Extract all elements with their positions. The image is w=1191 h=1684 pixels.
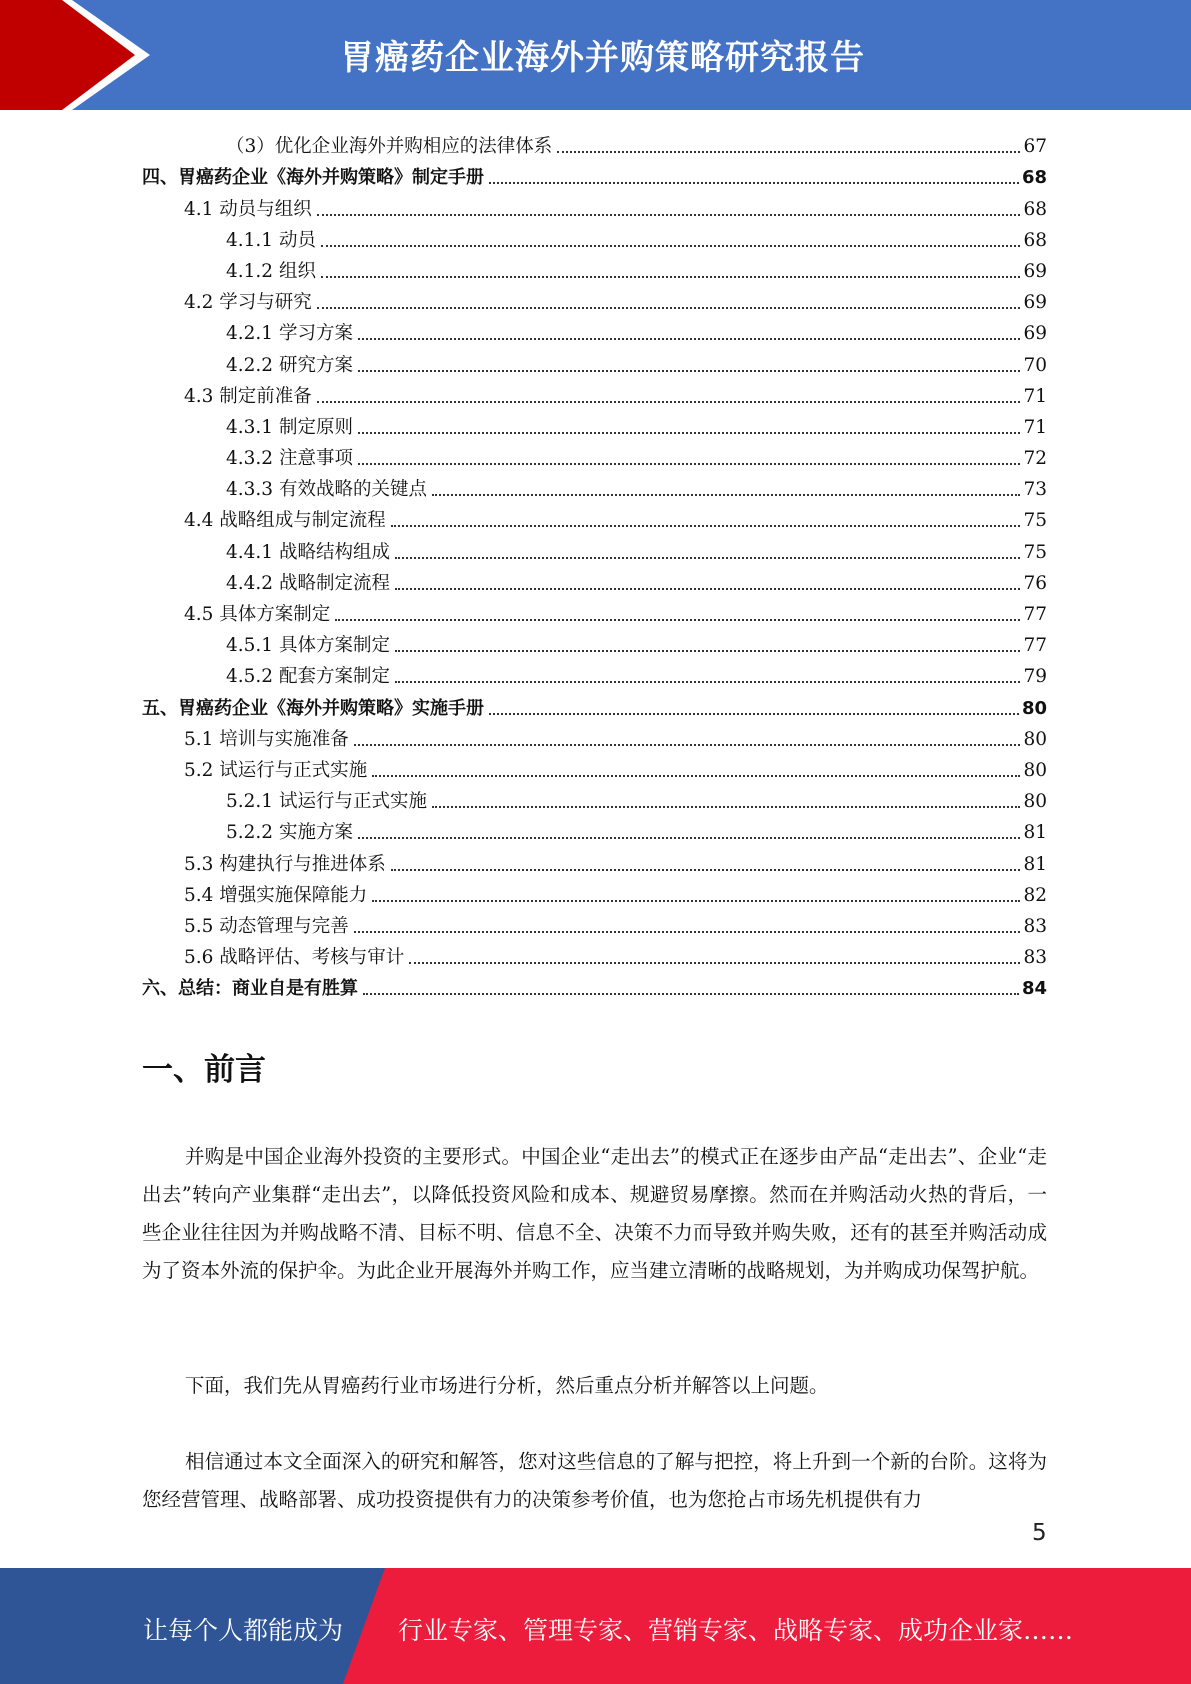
toc-entry-page: 81 <box>1023 822 1047 844</box>
toc-entry-page: 83 <box>1023 915 1047 937</box>
toc-entry[interactable] <box>142 190 1047 221</box>
toc-entry[interactable] <box>142 128 1047 159</box>
toc-dot-leader <box>363 993 1019 995</box>
toc-entry[interactable] <box>142 565 1047 596</box>
toc-dot-leader <box>358 370 1021 372</box>
page-header <box>0 0 1191 110</box>
toc-dot-leader <box>321 276 1021 278</box>
toc-dot-leader <box>317 307 1021 309</box>
toc-entry-page: 69 <box>1023 260 1047 282</box>
toc-entry-page: 68 <box>1023 198 1047 220</box>
toc-entry-page: 81 <box>1023 853 1047 875</box>
toc-entry[interactable] <box>142 658 1047 689</box>
toc-entry-page: 83 <box>1023 947 1047 969</box>
toc-dot-leader <box>432 806 1020 808</box>
toc-dot-leader <box>358 463 1021 465</box>
toc-entry-title: 5.2 试运行与正式实施 <box>184 759 368 781</box>
toc-entry-title: 4.3.1 制定原则 <box>226 416 353 438</box>
toc-entry[interactable] <box>142 253 1047 284</box>
toc-entry-title: 四、胃癌药企业《海外并购策略》制定手册 <box>142 167 484 189</box>
toc-dot-leader <box>395 588 1020 590</box>
toc-entry[interactable] <box>142 440 1047 471</box>
toc-entry[interactable] <box>142 284 1047 315</box>
toc-entry-title: 5.2.1 试运行与正式实施 <box>226 791 427 813</box>
toc-entry-page: 80 <box>1023 791 1047 813</box>
toc-dot-leader <box>395 681 1020 683</box>
toc-dot-leader <box>317 401 1021 403</box>
toc-entry[interactable] <box>142 409 1047 440</box>
toc-entry-title: 4.5 具体方案制定 <box>184 604 331 625</box>
toc-entry-title: 4.5.2 配套方案制定 <box>226 666 390 688</box>
toc-dot-leader <box>432 494 1020 496</box>
toc-entry-page: 82 <box>1023 884 1047 906</box>
toc-dot-leader <box>391 525 1021 527</box>
toc-entry[interactable] <box>142 970 1047 1001</box>
toc-entry-title: 4.3.2 注意事项 <box>226 448 353 470</box>
page-footer <box>0 1568 1191 1684</box>
toc-entry[interactable] <box>142 222 1047 253</box>
toc-dot-leader <box>391 869 1021 871</box>
toc-dot-leader <box>358 432 1021 434</box>
toc-entry-page: 70 <box>1023 354 1047 376</box>
toc-dot-leader <box>358 338 1021 340</box>
toc-dot-leader <box>354 931 1021 933</box>
toc-entry-title: 4.3 制定前准备 <box>184 385 312 407</box>
toc-dot-leader <box>321 245 1021 247</box>
toc-entry-page: 72 <box>1023 448 1047 470</box>
toc-entry[interactable] <box>142 845 1047 876</box>
toc-entry-page: 75 <box>1023 541 1047 563</box>
toc-entry[interactable] <box>142 752 1047 783</box>
toc-dot-leader <box>354 744 1021 746</box>
section-title: 一、前言 <box>142 1052 266 1088</box>
toc-entry-title: 4.1.2 组织 <box>226 260 316 282</box>
toc-entry[interactable] <box>142 533 1047 564</box>
toc-entry-title: 4.4 战略组成与制定流程 <box>184 510 386 532</box>
toc-entry-page: 77 <box>1023 604 1047 625</box>
toc-entry-page: 68 <box>1021 167 1047 189</box>
toc-entry-page: 84 <box>1021 978 1047 1000</box>
toc-entry-title: （3）优化企业海外并购相应的法律体系 <box>226 136 553 158</box>
toc-entry-title: 4.2.2 研究方案 <box>226 354 353 376</box>
toc-entry-title: 五、胃癌药企业《海外并购策略》实施手册 <box>142 697 484 719</box>
toc-entry-page: 68 <box>1023 229 1047 251</box>
toc-entry-page: 76 <box>1023 572 1047 594</box>
toc-entry[interactable] <box>142 471 1047 502</box>
toc-entry[interactable] <box>142 627 1047 658</box>
toc-entry-title: 4.3.3 有效战略的关键点 <box>226 479 427 501</box>
toc-entry[interactable] <box>142 814 1047 845</box>
toc-entry[interactable] <box>142 689 1047 720</box>
toc-entry-title: 六、总结：商业自是有胜算 <box>142 978 358 1000</box>
toc-entry-page: 80 <box>1023 759 1047 781</box>
toc-entry-page: 80 <box>1021 697 1047 719</box>
toc-entry-page: 67 <box>1023 136 1047 158</box>
toc-dot-leader <box>372 775 1020 777</box>
toc-entry-page: 75 <box>1023 510 1047 532</box>
header-title: 胃癌药企业海外并购策略研究报告 <box>340 38 865 78</box>
toc-entry-title: 4.2.1 学习方案 <box>226 323 353 345</box>
toc-entry[interactable] <box>142 939 1047 970</box>
body-paragraph: 下面，我们先从胃癌药行业市场进行分析，然后重点分析并解答以上问题。 <box>185 1374 829 1397</box>
toc-entry[interactable] <box>142 908 1047 939</box>
page-number: 5 <box>1032 1520 1047 1546</box>
toc-entry-page: 69 <box>1023 292 1047 314</box>
toc-entry-title: 5.2.2 实施方案 <box>226 822 353 844</box>
toc-entry-page: 71 <box>1023 385 1047 407</box>
toc-entry-title: 5.3 构建执行与推进体系 <box>184 853 386 875</box>
toc-entry[interactable] <box>142 783 1047 814</box>
toc-entry-title: 4.4.2 战略制定流程 <box>226 572 390 594</box>
toc-entry-title: 4.2 学习与研究 <box>184 292 312 314</box>
toc-entry[interactable] <box>142 315 1047 346</box>
toc-entry-title: 4.1.1 动员 <box>226 229 316 251</box>
toc-dot-leader <box>372 900 1020 902</box>
toc-entry[interactable] <box>142 346 1047 377</box>
toc-entry-page: 69 <box>1023 323 1047 345</box>
body-paragraph: 相信通过本文全面深入的研究和解答，您对这些信息的了解与把控，将上升到一个新的台阶。这将为您经营管理、战略部署、成功投资提供有力的决策参考价值，也为您抢占市场先机提供有力 <box>142 1450 1047 1511</box>
toc-dot-leader <box>409 962 1020 964</box>
toc-entry-title: 5.4 增强实施保障能力 <box>184 884 368 906</box>
toc-entry[interactable] <box>142 596 1047 627</box>
footer-slogan-left: 让每个人都能成为 <box>143 1616 344 1645</box>
toc-dot-leader <box>335 619 1020 621</box>
toc-entry[interactable] <box>142 378 1047 409</box>
toc-entry-title: 5.5 动态管理与完善 <box>184 915 349 937</box>
toc-entry-page: 79 <box>1023 666 1047 688</box>
toc-entry-page: 73 <box>1023 479 1047 501</box>
toc-entry-page: 71 <box>1023 416 1047 438</box>
body-paragraph: 并购是中国企业海外投资的主要形式。中国企业“走出去”的模式正在逐步由产品“走出去”、企业“走出去”转向产业集群“走出去”，以降低投资风险和成本、规避贸易摩擦。然而在并购活动火热的背后，一些企业往往因为并购战略不清、目标不明、信息不全、决策不力而导致并购失败，还有的甚至并购活动成为了资本外流的保护伞。为此企业开展海外并购工作，应当建立清晰的战略规划，为并购成功保驾护航。 <box>142 1145 1047 1282</box>
toc-entry-title: 4.1 动员与组织 <box>184 198 312 220</box>
footer-slogan-right: 行业专家、管理专家、营销专家、战略专家、成功企业家…… <box>398 1616 1074 1645</box>
toc-dot-leader <box>358 837 1021 839</box>
toc-dot-leader <box>489 182 1019 184</box>
toc-entry[interactable] <box>142 721 1047 752</box>
toc-entry-page: 77 <box>1023 635 1047 657</box>
toc-dot-leader <box>395 557 1020 559</box>
table-of-contents <box>142 128 1047 1001</box>
toc-entry-page: 80 <box>1023 728 1047 750</box>
toc-entry-title: 5.6 战略评估、考核与审计 <box>184 947 405 969</box>
toc-entry-title: 5.1 培训与实施准备 <box>184 728 349 750</box>
toc-entry[interactable] <box>142 159 1047 190</box>
toc-dot-leader <box>557 151 1020 153</box>
toc-entry-title: 4.4.1 战略结构组成 <box>226 541 390 563</box>
toc-entry-title: 4.5.1 具体方案制定 <box>226 635 390 657</box>
toc-dot-leader <box>317 214 1021 216</box>
toc-entry[interactable] <box>142 502 1047 533</box>
toc-dot-leader <box>395 650 1020 652</box>
toc-entry[interactable] <box>142 877 1047 908</box>
toc-dot-leader <box>489 713 1019 715</box>
